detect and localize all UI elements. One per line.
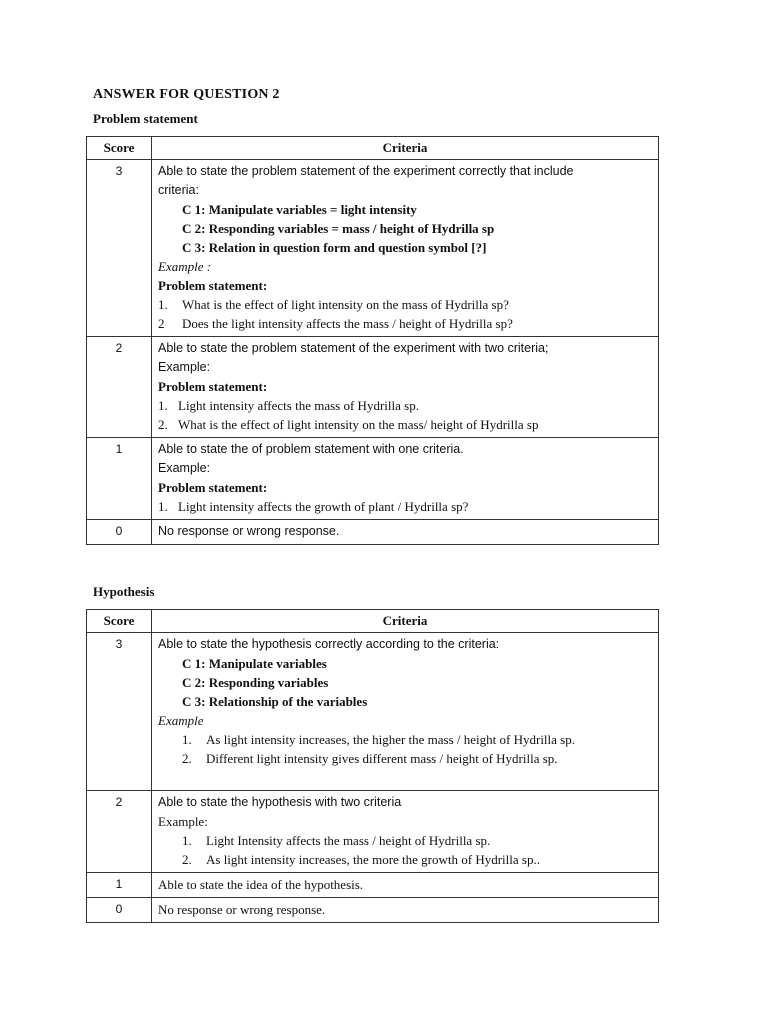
example-item — [158, 831, 652, 850]
hypothesis-heading: Hypothesis — [93, 584, 155, 599]
table-header-row — [87, 137, 659, 160]
example-text: Light Intensity affects the mass / height of Hydrilla sp. — [206, 833, 491, 848]
criteria-text: Able to state the idea of the hypothesis. — [158, 877, 364, 892]
score-cell: 1 — [87, 438, 152, 520]
criteria-cell — [152, 160, 659, 337]
page-title: ANSWER FOR QUESTION 2 — [93, 87, 280, 102]
example-text: As light intensity increases, the more the growth of Hydrilla sp.. — [206, 852, 540, 867]
example-label: Example — [158, 713, 204, 728]
example-item — [158, 314, 652, 333]
example-text: Light intensity affects the mass of Hydrilla sp. — [178, 398, 419, 413]
table-row — [87, 791, 659, 873]
problem-statement-heading: Problem statement — [93, 111, 198, 126]
example-label: Example: — [158, 814, 208, 829]
criteria-text: No response or wrong response. — [158, 524, 340, 538]
item-number: 1. — [182, 732, 192, 747]
example-text: Light intensity affects the growth of plant / Hydrilla sp? — [178, 499, 469, 514]
criterion-item: C 1: Manipulate variables — [182, 656, 327, 671]
example-item — [158, 415, 652, 434]
example-text: What is the effect of light intensity on the mass of Hydrilla sp? — [182, 297, 509, 312]
blank-line — [158, 768, 652, 787]
score-cell: 2 — [87, 791, 152, 873]
item-number: 2 — [158, 316, 165, 331]
table-row — [87, 438, 659, 520]
example-text: As light intensity increases, the higher the mass / height of Hydrilla sp. — [206, 732, 575, 747]
table-row — [87, 633, 659, 791]
item-number: 2. — [158, 417, 168, 432]
example-item — [158, 749, 652, 768]
table-row — [87, 160, 659, 337]
example-item — [158, 396, 652, 415]
problem-statement-label: Problem statement: — [158, 480, 268, 495]
table-row — [87, 873, 659, 898]
problem-statement-label: Problem statement: — [158, 379, 268, 394]
table-header-row — [87, 610, 659, 633]
example-text: Different light intensity gives different mass / height of Hydrilla sp. — [206, 751, 558, 766]
criteria-text: Able to state the of problem statement with one criteria. — [158, 442, 464, 456]
score-header: Score — [87, 610, 152, 633]
table-row — [87, 337, 659, 438]
criteria-cell — [152, 873, 659, 898]
criteria-cell — [152, 438, 659, 520]
criterion-item: C 2: Responding variables = mass / height of Hydrilla sp — [182, 221, 495, 236]
example-label: Example : — [158, 259, 212, 274]
criteria-header: Criteria — [152, 137, 659, 160]
example-item — [158, 295, 652, 314]
criteria-header: Criteria — [152, 610, 659, 633]
example-label: Example: — [158, 461, 211, 475]
criteria-text: Able to state the problem statement of the experiment with two criteria; — [158, 341, 549, 355]
item-number: 1. — [158, 297, 168, 312]
criteria-text: Able to state the problem statement of the experiment correctly that include — [158, 164, 574, 178]
score-cell: 2 — [87, 337, 152, 438]
criterion-item: C 3: Relationship of the variables — [182, 694, 368, 709]
item-number: 1. — [158, 398, 168, 413]
problem-statement-label: Problem statement: — [158, 278, 268, 293]
item-number: 2. — [182, 852, 192, 867]
criteria-cell — [152, 898, 659, 923]
example-text: Does the light intensity affects the mass / height of Hydrilla sp? — [182, 316, 513, 331]
table-row — [87, 898, 659, 923]
criteria-text: criteria: — [158, 183, 199, 197]
criterion-item: C 1: Manipulate variables = light intensity — [182, 202, 417, 217]
score-cell: 1 — [87, 873, 152, 898]
criterion-item: C 2: Responding variables — [182, 675, 329, 690]
score-cell: 0 — [87, 520, 152, 545]
example-text: What is the effect of light intensity on the mass/ height of Hydrilla sp — [178, 417, 539, 432]
score-cell: 3 — [87, 633, 152, 791]
table-row — [87, 520, 659, 545]
item-number: 2. — [182, 751, 192, 766]
criterion-item: C 3: Relation in question form and question symbol [?] — [182, 240, 487, 255]
criteria-cell — [152, 791, 659, 873]
criteria-cell — [152, 633, 659, 791]
example-item — [158, 497, 652, 516]
problem-statement-table — [86, 136, 659, 545]
criteria-text: Able to state the hypothesis correctly according to the criteria: — [158, 637, 500, 651]
criteria-cell — [152, 520, 659, 545]
criteria-text: Able to state the hypothesis with two criteria — [158, 795, 402, 809]
score-cell: 0 — [87, 898, 152, 923]
item-number: 1. — [158, 499, 168, 514]
item-number: 1. — [182, 833, 192, 848]
example-item — [158, 850, 652, 869]
example-label: Example: — [158, 360, 211, 374]
hypothesis-table — [86, 609, 659, 923]
score-cell: 3 — [87, 160, 152, 337]
example-item — [158, 730, 652, 749]
criteria-text: No response or wrong response. — [158, 902, 326, 917]
score-header: Score — [87, 137, 152, 160]
criteria-cell — [152, 337, 659, 438]
